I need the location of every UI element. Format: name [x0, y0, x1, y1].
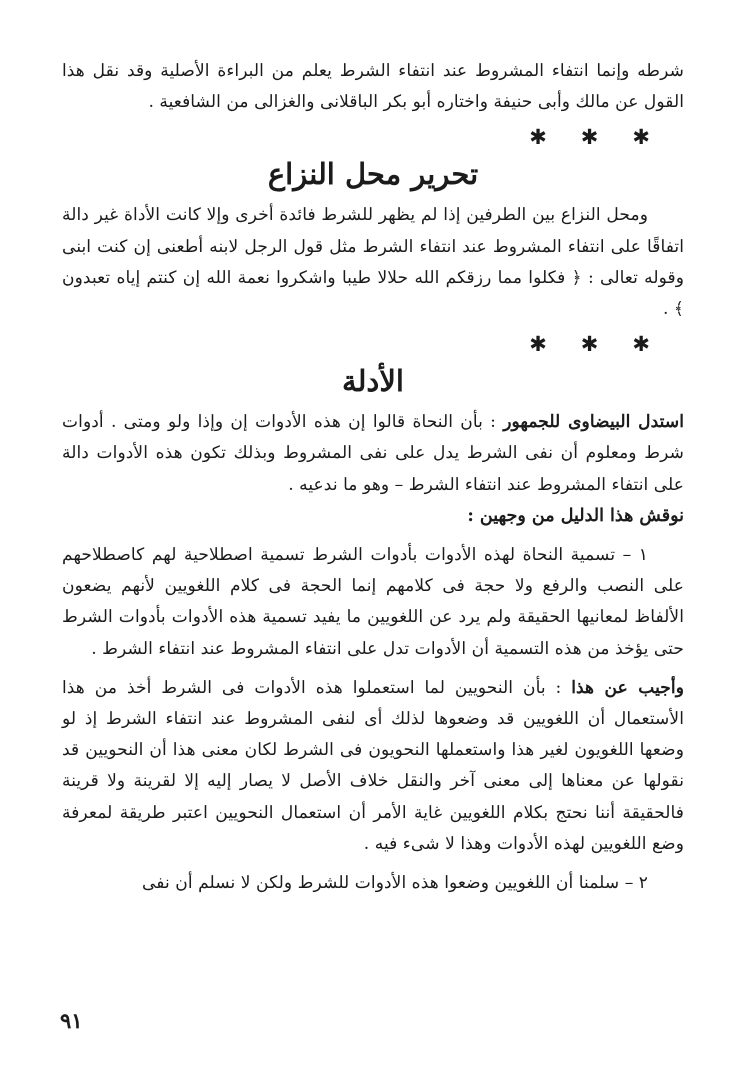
dispute-paragraph: ومحل النزاع بين الطرفين إذا لم يظهر للشرط فائدة أخرى وإلا كانت الأداة غير دالة اتفاقًا على انتفاء المشروط عند انتفاء الشرط مثل قول الرجل لابنه أطعنى إن كنت ابنى وقوله تعالى : ﴿ فكلوا مما رزقكم الله حلالا طيبا واشكروا نعمة الله إن كنتم إياه تعبدون ﴾ .: [62, 205, 684, 320]
reply-lead: وأجيب عن هذا: [571, 677, 685, 698]
objection-point-2: ٢ – سلمنا أن اللغويين وضعوا هذه الأدوات للشرط ولكن لا نسلم أن نفى: [141, 873, 648, 894]
section-heading-evidence: الأدلة: [342, 364, 404, 399]
page-number: ٩١: [60, 1008, 83, 1033]
evidence-lead: استدل البيضاوى للجمهور: [503, 412, 684, 433]
objection-subheading: نوقش هذا الدليل من وجهين :: [467, 505, 684, 526]
reply-paragraph: [62, 673, 684, 860]
evidence-paragraph: [62, 407, 684, 501]
objection-point-1: ١ – تسمية النحاة لهذه الأدوات بأدوات الشرط تسمية اصطلاحية لهم كاصطلاحهم على النصب والرفع ولا حجة فى كلامهم إنما الحجة فى كلام اللغويين لأنهم يضعون الألفاظ لمعانيها الحقيقة ولم يرد عن اللغويين ما يفيد تسمية هذه الأدوات بأدوات الشرط حتى يؤخذ من هذه التسمية أن الأدوات تدل على انتفاء المشروط عند انتفاء الشرط .: [62, 545, 684, 659]
section-heading-dispute: تحرير محل النزاع: [267, 157, 479, 192]
intro-paragraph: شرطه وإنما انتفاء المشروط عند انتفاء الشرط يعلم من البراءة الأصلية وقد نقل هذا القول عن مالك وأبى حنيفة واختاره أبو بكر الباقلانى والغزالى من الشافعية .: [62, 61, 684, 113]
page-body: [62, 56, 684, 899]
evidence-text: : بأن النحاة قالوا إن هذه الأدوات إن وإذا ولو ومتى . أدوات شرط ومعلوم أن نفى الشرط يدل على نفى المشروط وبذلك تكون هذه الأدوات دالة على انتفاء المشروط عند انتفاء الشرط – وهو ما ندعيه .: [62, 412, 684, 495]
reply-text: : بأن النحويين لما استعملوا هذه الأدوات فى الشرط أخذ من هذا الأستعمال أن اللغويين قد وضعوها لذلك أى لنفى المشروط عند انتفاء الشرط إذ لو وضعها اللغويون لغير هذا واستعملها النحويون فى الشرط لكان معنى هذا أن النحويين قد نقولها عن معناها إلى معنى آخر والنقل خلاف الأصل لا يصار إليه إلا لقرينة ولا قرينة فالحقيقة أننا نحتج بكلام اللغويين غاية الأمر أن استعمال النحويين اعتبر طريقة لمعرفة وضع اللغويين لهذه الأدوات وهذا لا شىء فيه .: [62, 677, 684, 854]
ornament-divider: ✱✱✱: [529, 125, 684, 150]
ornament-divider: ✱✱✱: [529, 332, 684, 357]
